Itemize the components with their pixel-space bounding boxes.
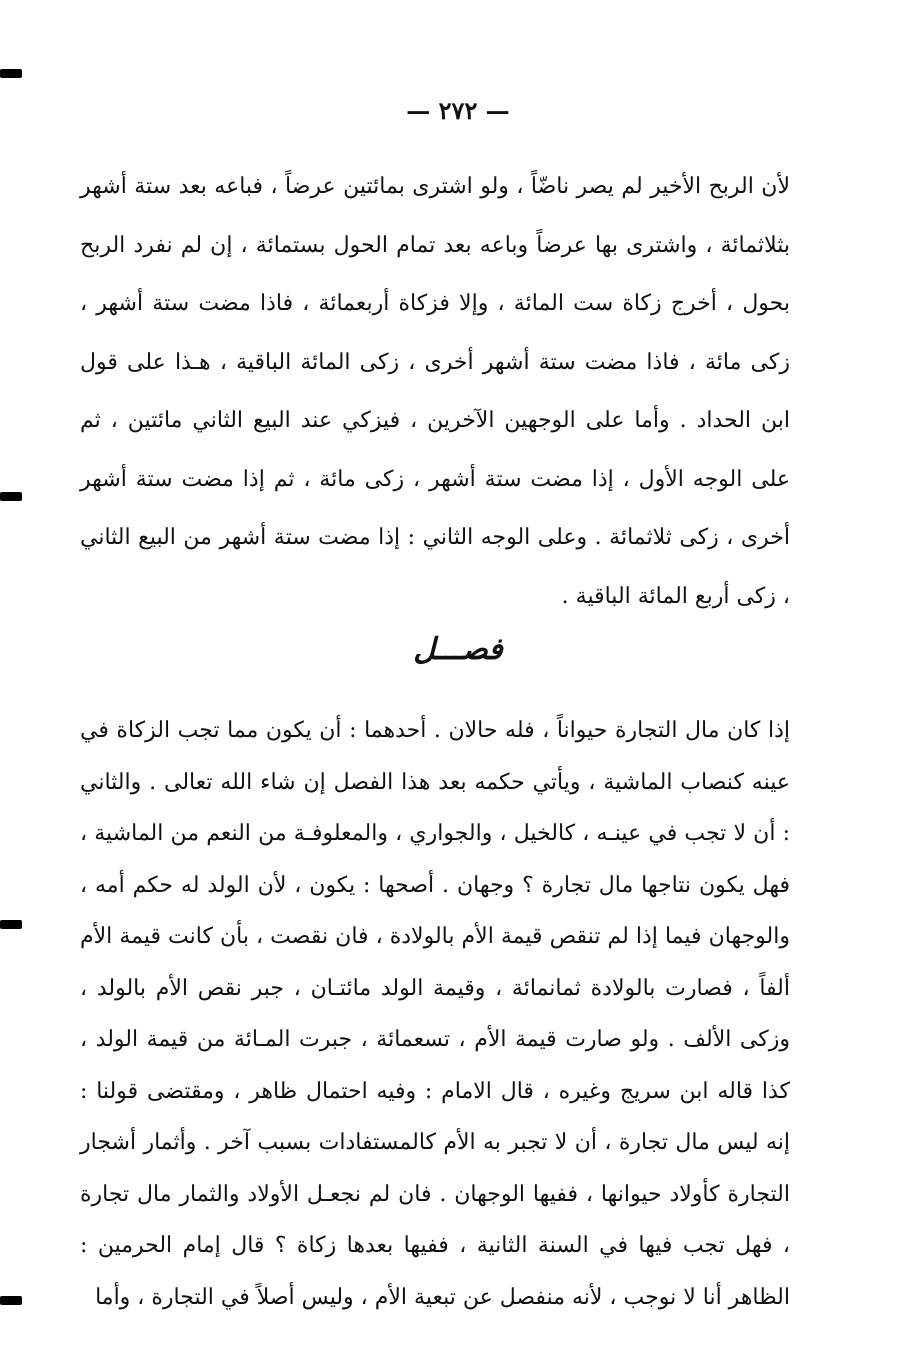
edge-mark xyxy=(0,920,22,929)
paragraph: لأن الربح الأخير لم يصر ناضّاً ، ولو اشترى بمائتين عرضاً ، فباعه بعد ستة أشهر بثلاثمائة ، واشترى بها عرضاً وباعه بعد تمام الحول بستمائة ، إن لم نفرد الربح بحول ، أخرج زكاة ست المائة ، وإلا فزكاة أربعمائة ، فاذا مضت ستة أشهر ، زكى مائة ، فاذا مضت ستة أشهر أخرى ، زكى المائة الباقية ، هـذا على قول ابن الحداد . وأما على الوجهين الآخرين ، فيزكي عند البيع الثاني مائتين ، ثم على الوجه الأول ، إذا مضت ستة أشهر ، زكى مائة ، ثم إذا مضت ستة أشهر أخرى ، زكى ثلاثمائة . وعلى الوجه الثاني : إذا مضت ستة أشهر من البيع الثاني ، زكى أربع المائة الباقية . xyxy=(80,174,790,609)
page-number: — ٢٧٢ — xyxy=(406,96,510,125)
edge-mark xyxy=(0,492,22,501)
section-heading: فصـــل xyxy=(413,632,503,667)
edge-mark xyxy=(0,1296,22,1305)
paragraph: إذا كان مال التجارة حيواناً ، فله حالان . أحدهما : أن يكون مما تجب الزكاة في عينه كنصاب الماشية ، ويأتي حكمه بعد هذا الفصل إن شاء الله تعالى . والثاني : أن لا تجب في عينـه ، كالخيل ، والجواري ، والمعلوفـة من النعم من الماشية ، فهل يكون نتاجها مال تجارة ؟ وجهان . أصحها : يكون ، لأن الولد له حكم أمه ، والوجهان فيما إذا لم تنقص قيمة الأم بالولادة ، فان نقصت ، بأن كانت قيمة الأم ألفاً ، فصارت بالولادة ثمانمائة ، وقيمة الولد مائتـان ، جبر نقص الأم بالولد ، وزكى الألف . ولو صارت قيمة الأم ، تسعمائة ، جبرت المـائة من قيمة الولد ، كذا قاله ابن سريج وغيره ، قال الامام : وفيه احتمال ظاهر ، ومقتضى قولنا : إنه ليس مال تجارة ، أن لا تجبر به الأم كالمستفادات بسبب آخر . وأثمار أشجار التجارة كأولاد حيوانها ، ففيها الوجهان . فان لم نجعـل الأولاد والثمار مال تجارة ، فهل تجب فيها في السنة الثانية ، ففيها بعدها زكاة ؟ قال إمام الحرمين : الظاهر أنا لا نوجب ، لأنه منفصل عن تبعية الأم ، وليس أصلاً في التجارة ، وأما xyxy=(80,718,791,1310)
edge-mark xyxy=(0,69,22,78)
